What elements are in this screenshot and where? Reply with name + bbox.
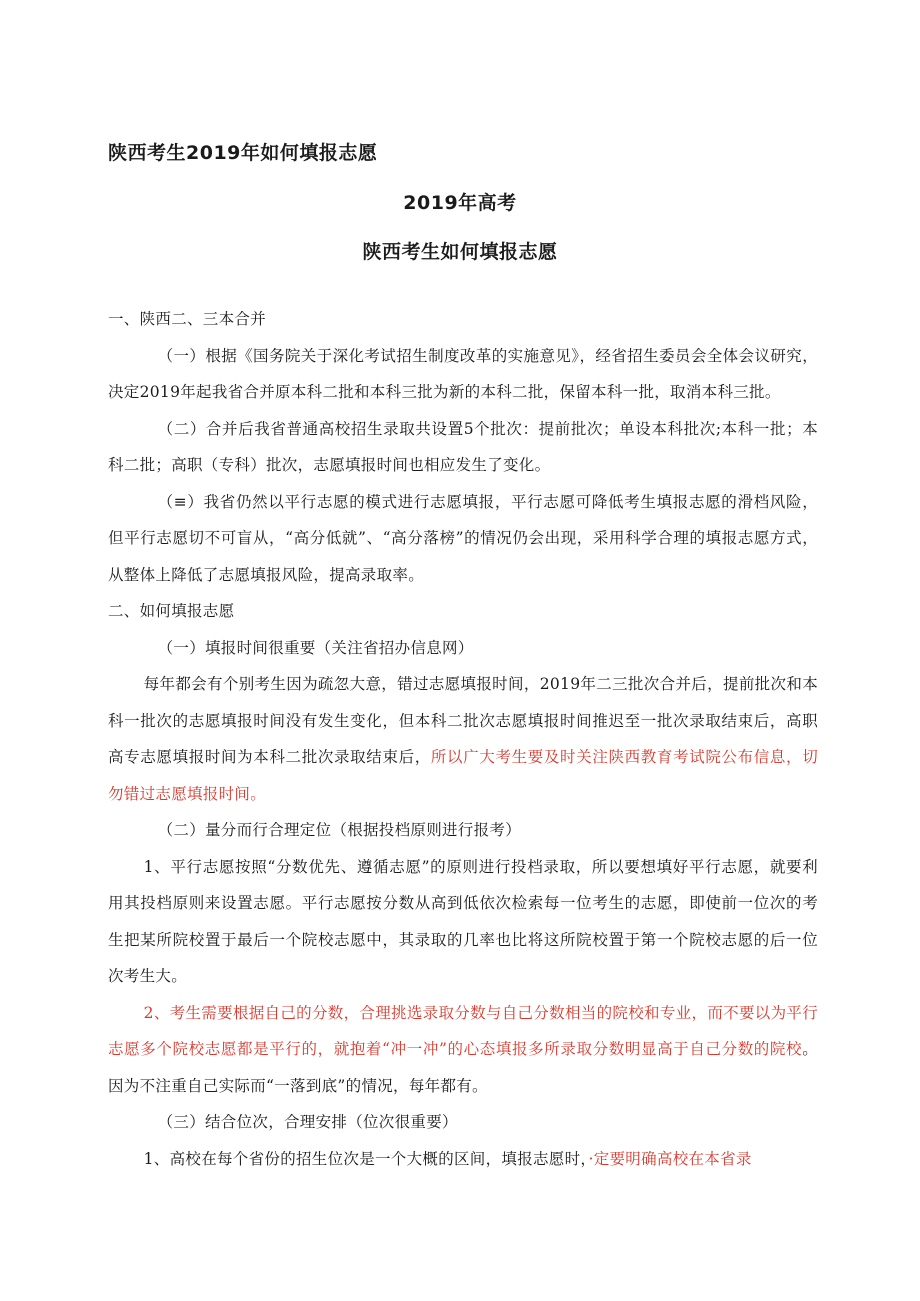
paragraph-2-3-highlight: 2、考生需要根据自己的分数，合理挑选录取分数与自己分数相当的院校和专业，而不要以为平行志愿多个院校志愿都是平行的，就抱着“冲一冲”的心态填报多所录取分数明显高于自己分数的院校 [108, 1003, 818, 1058]
document-body [108, 301, 818, 1177]
subtitle-year: 2019年高考 [403, 192, 517, 214]
paragraph-2-4-highlight: ·定要明确高校在本省录 [588, 1149, 752, 1168]
section-heading-2: 二、如何填报志愿 [108, 602, 235, 620]
paragraph-1-1: （一）根据《国务院关于深化考试招生制度改革的实施意见》，经省招生委员会全体会议研究，决定2019年起我省合并原本科二批和本科三批为新的本科二批，保留本科一批，取消本科三批。 [108, 346, 818, 401]
paragraph-2-3-text: 。因为不注重自己实际而“一落到底”的情况，每年都有。 [108, 1040, 818, 1095]
subheading-2-1: （一）填报时间很重要（关注省招办信息网） [157, 638, 474, 657]
paragraph-1-2: （二）合并后我省普通高校招生录取共设置5个批次：提前批次；单设本科批次;本科一批；本科二批；高职（专科）批次，志愿填报时间也相应发生了变化。 [108, 419, 818, 474]
paragraph-2-2: 1、平行志愿按照“分数优先、遵循志愿”的原则进行投档录取，所以要想填好平行志愿，就要利用其投档原则来设置志愿。平行志愿按分数从高到低依次检索每一位考生的志愿，即使前一位次的考生把某所院校置于最后一个院校志愿中，其录取的几率也比将这所院校置于第一个院校志愿的后一位次考生大。 [108, 857, 818, 985]
paragraph-1-3: （≡）我省仍然以平行志愿的模式进行志愿填报，平行志愿可降低考生填报志愿的滑档风险，但平行志愿切不可盲从，“高分低就”、“高分落榜”的情况仍会出现，采用科学合理的填报志愿方式，从整体上降低了志愿填报风险，提高录取率。 [108, 492, 818, 584]
paragraph-2-3 [108, 995, 818, 1105]
paragraph-2-1 [108, 666, 818, 812]
paragraph-2-1-highlight: 所以广大考生要及时关注陕西教育考试院公布信息，切勿错过志愿填报时间。 [108, 748, 818, 803]
subheading-2-2: （二）量分而行合理定位（根据投档原则进行报考） [157, 821, 521, 839]
paragraph-2-4-text: 1、高校在每个省份的招生位次是一个大概的区间，填报志愿时， [143, 1149, 589, 1168]
paragraph-2-1-text: 每年都会有个别考生因为疏忽大意，错过志愿填报时间，2019年二三批次合并后，提前批次和本科一批次的志愿填报时间没有发生变化，但本科二批次志愿填报时间推迟至一批次录取结束后，高职高专志愿填报时间为本科二批次录取结束后， [108, 675, 818, 766]
section-heading-1: 一、陕西二、三本合并 [108, 310, 267, 328]
document-title: 陕西考生2019年如何填报志愿 [108, 142, 378, 164]
paragraph-2-4 [108, 1141, 818, 1178]
subheading-2-3: （三）结合位次，合理安排（位次很重要） [157, 1113, 458, 1131]
subtitle-main: 陕西考生如何填报志愿 [362, 241, 558, 263]
